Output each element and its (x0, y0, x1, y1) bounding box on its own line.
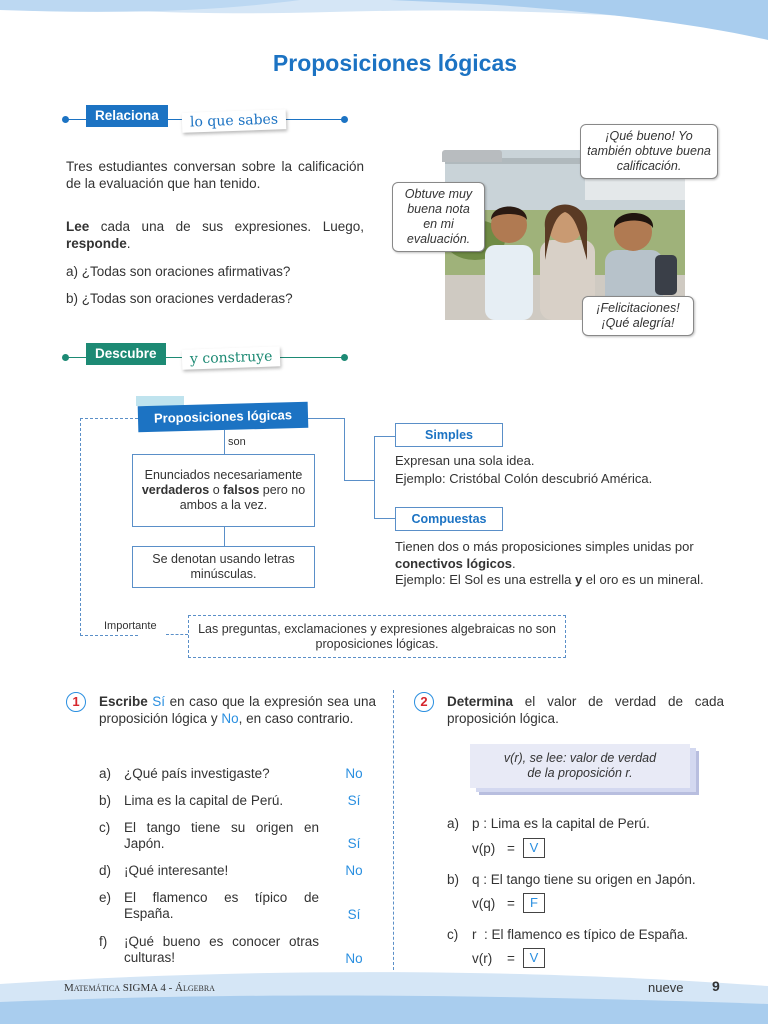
item-answer: Sí (347, 793, 361, 808)
simples-example: Ejemplo: Cristóbal Colón descubrió América. (395, 471, 653, 486)
connector-line (374, 436, 375, 518)
item-answer: No (345, 863, 363, 878)
bullet-dot (341, 116, 348, 123)
section-descubre-header (62, 346, 347, 374)
exercise-2-instruction (447, 693, 724, 727)
diagram-main-label: Proposiciones lógicas (138, 402, 309, 432)
answer-box: F (523, 893, 545, 913)
answer-box: V (523, 838, 545, 858)
exercise-1-no: No (221, 711, 239, 726)
definition-bold-verdaderos: verdaderos (141, 483, 210, 497)
compuestas-description (395, 538, 755, 572)
footer-book-title: Matemática SIGMA 4 - Álgebra (64, 982, 215, 994)
exercise-2-bold: Determina (447, 694, 514, 709)
column-divider (393, 690, 394, 970)
example-text: Ejemplo: El Sol es una estrella (395, 572, 575, 587)
item-letter: f) (99, 934, 108, 949)
item-letter: e) (99, 890, 112, 905)
important-note: Las preguntas, exclamaciones y expresiones algebraicas no son proposiciones lógicas. (188, 615, 566, 658)
exercise-1-text: en caso que la expresión sea una proposición lógica y (99, 694, 376, 726)
item-text: ¡Qué interesante! (124, 863, 229, 878)
answer-box: V (523, 948, 545, 968)
item-text: r : El flamenco es típico de España. (472, 927, 689, 942)
item-letter: b) (447, 872, 460, 887)
compuestas-text: Tienen dos o más proposiciones simples unidas por (395, 539, 694, 554)
instruction-paragraph (66, 218, 364, 252)
item-letter: c) (447, 927, 459, 942)
compuestas-bold: conectivos lógicos (395, 556, 513, 571)
bullet-dot (62, 116, 69, 123)
item-answer: No (345, 951, 363, 966)
instruction-bold-lee: Lee (66, 219, 90, 234)
tag-simples: Simples (395, 423, 503, 447)
item-letter: a) (447, 816, 460, 831)
notation-box: Se denotan usando letras minúsculas. (132, 546, 315, 588)
example-text: el oro es un mineral. (582, 572, 704, 587)
footer-page-number: 9 (712, 978, 720, 994)
compuestas-end: . (512, 556, 516, 571)
definition-bold-falsos: falsos (223, 483, 260, 497)
important-label: Importante (104, 620, 157, 632)
exercise-1-bold: Escribe (99, 694, 148, 709)
tag-sub-y-construye: y construye (182, 346, 281, 369)
item-text: p : Lima es la capital de Perú. (472, 816, 650, 831)
question-b: b) ¿Todas son oraciones verdaderas? (66, 291, 293, 306)
item-equals: = (507, 896, 515, 911)
exercise-1-number: 1 (66, 692, 86, 712)
question-a: a) ¿Todas son oraciones afirmativas? (66, 264, 291, 279)
item-text: El tango tiene su origen en Japón. (124, 820, 319, 851)
tag-compuestas: Compuestas (395, 507, 503, 531)
item-letter: b) (99, 793, 112, 808)
item-letter: c) (99, 820, 111, 835)
speech-bubble-bottom: ¡Felicitaciones! ¡Qué alegría! (582, 296, 694, 336)
connector-line (344, 418, 345, 480)
section-relaciona-header (62, 108, 347, 136)
connector-line (374, 436, 396, 437)
diagram-dashed-frame (80, 418, 138, 636)
compuestas-example (395, 571, 765, 588)
definition-text (133, 468, 314, 513)
tag-sub-lo-que-sabes: lo que sabes (182, 109, 287, 133)
exercise-2-list (447, 816, 747, 976)
header-wave (0, 0, 768, 45)
item-letter: a) (99, 766, 112, 781)
page-title: Proposiciones lógicas (272, 50, 518, 76)
item-equals: = (507, 841, 515, 856)
simples-description: Expresan una sola idea. (395, 453, 535, 468)
tag-relaciona: Relaciona (86, 105, 168, 127)
exercise-1-text: , en caso contrario. (238, 711, 354, 726)
speech-bubble-top: ¡Qué bueno! Yo también obtuve buena calificación. (580, 124, 718, 179)
bullet-dot (62, 354, 69, 361)
footer-page-word: nueve (648, 980, 684, 995)
tag-descubre: Descubre (86, 343, 166, 365)
item-text: El flamenco es típico de España. (124, 890, 319, 921)
bullet-dot (341, 354, 348, 361)
connector-line (374, 518, 396, 519)
definition-part: Enunciados necesariamente (144, 468, 303, 482)
notation-note: v(r), se lee: valor de verdad de la proposición r. (470, 744, 690, 788)
instruction-end: . (126, 236, 131, 251)
item-answer: No (345, 766, 363, 781)
item-equals: = (507, 951, 515, 966)
definition-part: pero no ambos a la vez. (179, 483, 306, 512)
item-answer: Sí (347, 907, 361, 922)
connector-line (224, 430, 225, 454)
exercise-2-text: el valor de verdad de cada proposición lógica. (447, 694, 724, 726)
connector-line (308, 418, 344, 419)
item-text: Lima es la capital de Perú. (124, 793, 284, 808)
exercise-2-number: 2 (414, 692, 434, 712)
item-valuation: v(r) (472, 951, 493, 966)
item-valuation: v(q) (472, 896, 496, 911)
instruction-bold-responde: responde (66, 236, 127, 251)
item-text: q : El tango tiene su origen en Japón. (472, 872, 696, 887)
item-text: ¿Qué país investigaste? (124, 766, 270, 781)
item-text: ¡Qué bueno es conocer otras culturas! (124, 934, 319, 965)
exercise-1-instruction (99, 693, 376, 727)
definition-part: o (209, 483, 224, 497)
exercise-1-si: Sí (152, 694, 166, 709)
speech-bubble-left: Obtuve muy buena nota en mi evaluación. (392, 182, 485, 252)
instruction-text: cada una de sus expresiones. Luego, (89, 219, 364, 234)
item-answer: Sí (347, 836, 361, 851)
connector-line (344, 480, 374, 481)
diagram-son-label: son (228, 436, 246, 448)
photo-tab-decoration (442, 150, 502, 162)
definition-box (132, 454, 315, 527)
item-valuation: v(p) (472, 841, 496, 856)
connector-line (224, 527, 225, 546)
item-letter: d) (99, 863, 112, 878)
intro-paragraph: Tres estudiantes conversan sobre la calificación de la evaluación que han tenido. (66, 159, 364, 191)
diagram-dashed-connector (166, 634, 188, 635)
example-bold-y: y (574, 572, 583, 587)
